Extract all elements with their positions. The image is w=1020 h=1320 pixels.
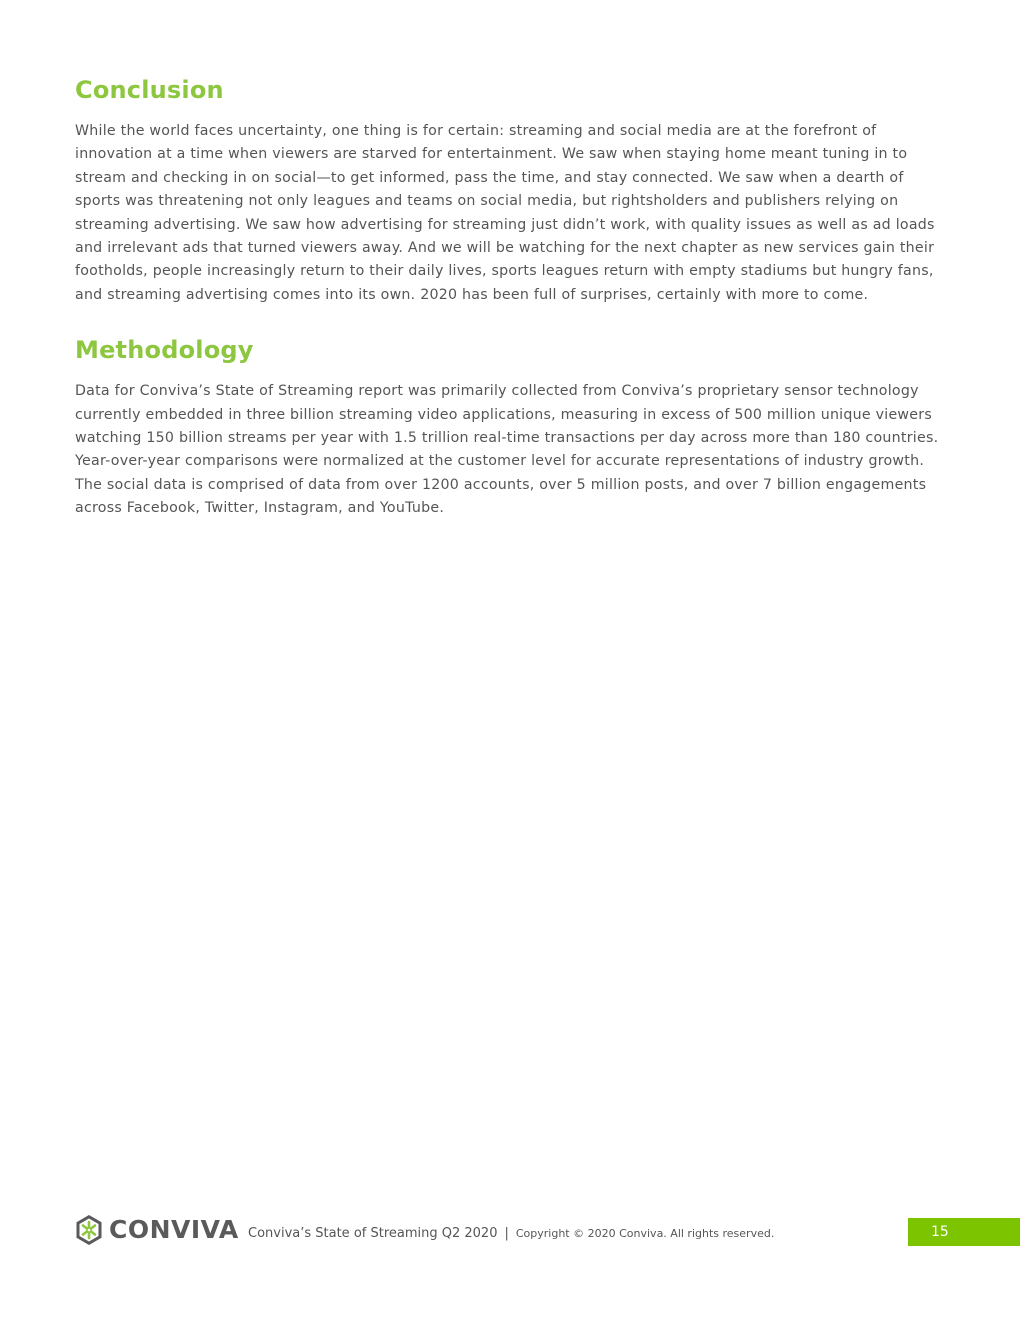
section-body-methodology: Data for Conviva’s State of Streaming report was primarily collected from Conviva’s proprietary sensor technology currently embedded in three billion streaming video applications, measuring in excess of 500 million unique viewers watching 150 billion streams per year with 1.5 trillion real-time transactions per day across more than 180 countries. Year-over-year comparisons were normalized at the customer level for accurate representations of industry growth. The social data is comprised of data from over 1200 accounts, over 5 million posts, and over 7 billion engagements across Facebook, Twitter, Instagram, and YouTube.	[75, 383, 939, 517]
footer-separator: |	[504, 1226, 509, 1241]
page-number-badge: 15	[908, 1218, 1020, 1246]
footer-copyright: Copyright © 2020 Conviva. All rights reserved.	[515, 1227, 775, 1240]
section-body-conclusion: While the world faces uncertainty, one thing is for certain: streaming and social media are at the forefront of innovation at a time when viewers are starved for entertainment. We saw when staying home meant tuning in to stream and checking in on social—to get informed, pass the time, and stay connected. We saw when a dearth of sports was threatening not only leagues and teams on social media, but rightsholders and publishers relying on streaming advertising. We saw how advertising for streaming just didn’t work, with quality issues as well as ad loads and irrelevant ads that turned viewers away. And we will be watching for the next chapter as new services gain their footholds, people increasingly return to their daily lives, sports leagues return with empty stadiums but hungry fans, and streaming advertising comes into its own. 2020 has been full of surprises, certainly with more to come.	[75, 123, 935, 303]
footer-text	[248, 1222, 774, 1241]
page-content	[75, 70, 940, 521]
conclusion-section	[75, 70, 940, 307]
conviva-logo-icon	[75, 1214, 103, 1246]
page-footer	[75, 1214, 1020, 1248]
footer-report-title: Conviva’s State of Streaming Q2 2020	[248, 1226, 498, 1241]
methodology-section	[75, 330, 940, 520]
logo-wordmark: CONVIVA	[109, 1215, 239, 1244]
section-title-conclusion: Conclusion	[75, 76, 224, 104]
conviva-logo	[75, 1214, 239, 1246]
section-title-methodology: Methodology	[75, 336, 254, 365]
